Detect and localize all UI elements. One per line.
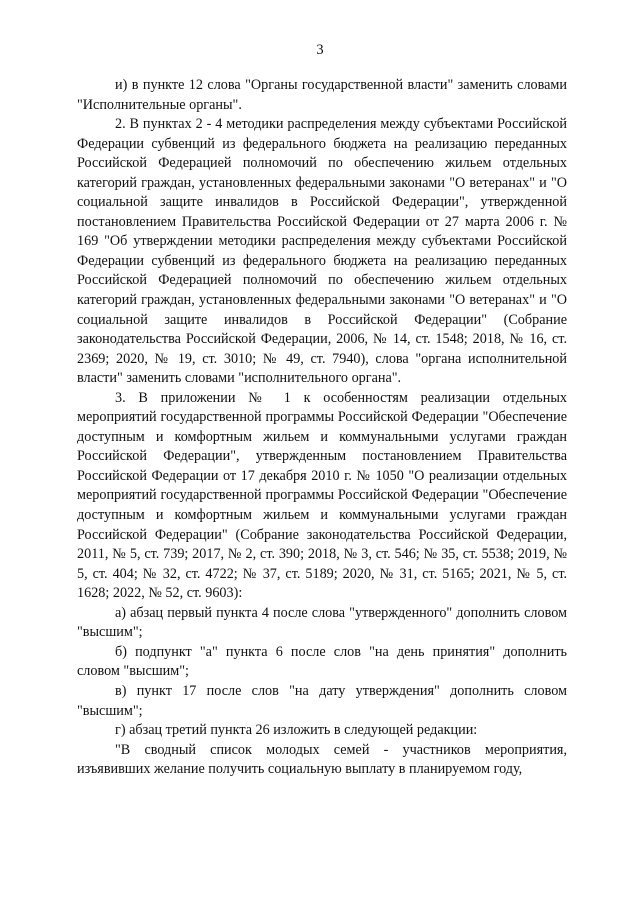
paragraph-2-methodology: 2. В пунктах 2 - 4 методики распределения между субъектами Российской Федерации субвенций из федерального бюджета на реализацию переданных Российской Федерацией полномочий по обеспечению жильем отдельных категорий граждан, установленных федеральными законами "О ветеранах" и "О социальной защите инвалидов в Российской Федерации", утвержденной постановлением Правительства Российской Федерации от 27 марта 2006 г. № 169 "Об утверждении методики распределения между субъектами Российской Федерации субвенций из федерального бюджета на реализацию переданных Российской Федерацией полномочий по обеспечению жильем отдельных категорий граждан, установленных федеральными законами "О ветеранах" и "О социальной защите инвалидов в Российской Федерации" (Собрание законодательства Российской Федерации, 2006, № 14, ст. 1548; 2018, № 16, ст. 2369; 2020, № 19, ст. 3010; № 49, ст. 7940), слова "органа исполнительной власти" заменить словами "исполнительного органа". — [77, 116, 567, 387]
page-number: 3 — [316, 42, 324, 58]
paragraph-3-appendix-1: 3. В приложении № 1 к особенностям реализации отдельных мероприятий государственной программы Российской Федерации "Обеспечение доступным и комфортным жильем и коммунальными услугами граждан Российской Федерации", утвержденным постановлением Правительства Российской Федерации от 17 декабря 2010 г. № 1050 "О реализации отдельных мероприятий государственной программы Российской Федерации "Обеспечение доступным и комфортным жильем и коммунальными услугами граждан Российской Федерации" (Собрание законодательства Российской Федерации, 2011, № 5, ст. 739; 2017, № 2, ст. 390; 2018, № 3, ст. 546; № 35, ст. 5538; 2019, № 5, ст. 404; № 32, ст. 4722; № 37, ст. 5189; 2020, № 31, ст. 5165; 2021, № 5, ст. 1628; 2022, № 52, ст. 9603): — [77, 389, 567, 602]
paragraph-g-point-26: г) абзац третий пункта 26 изложить в следующей редакции: — [115, 722, 478, 739]
paragraph-i-point-12: и) в пункте 12 слова "Органы государственной власти" заменить словами "Исполнительные органы". — [77, 77, 567, 113]
paragraph-b-point-6: б) подпункт "а" пункта 6 после слов "на день принятия" дополнить словом "высшим"; — [77, 643, 567, 680]
paragraph-quoted-new-text: "В сводный список молодых семей - участников мероприятия, изъявивших желание получить социальную выплату в планируемом году, — [77, 741, 567, 778]
paragraph-v-point-17: в) пункт 17 после слов "на дату утверждения" дополнить словом "высшим"; — [77, 682, 567, 719]
paragraph-a-point-4: а) абзац первый пункта 4 после слова "утвержденного" дополнить словом "высшим"; — [77, 604, 567, 641]
document-body — [77, 76, 567, 780]
